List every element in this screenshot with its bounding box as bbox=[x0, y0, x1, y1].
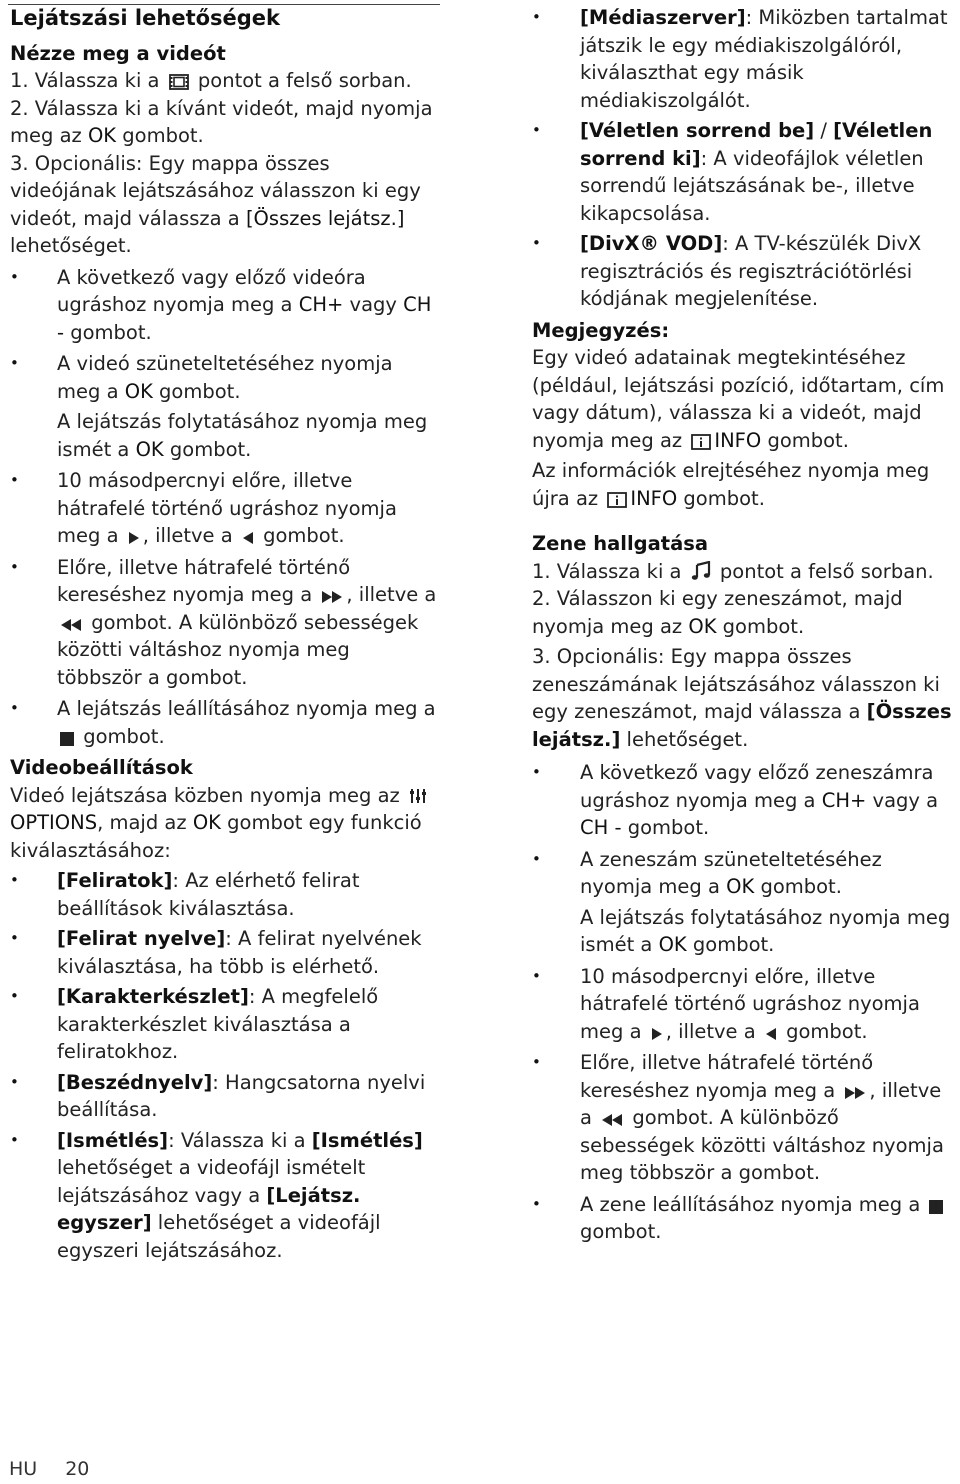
play-left-icon bbox=[242, 531, 254, 545]
list-item: • [Ismétlés]: Válassza ki a [Ismétlés] lehetőséget a videofájl ismételt lejátszásához vagy a [Lejátsz. egyszer] lehetőséget a videofájl egyszeri lejátszásához. bbox=[10, 1127, 440, 1265]
ch-plus-key: CH+ bbox=[821, 788, 867, 812]
music-controls-list bbox=[532, 759, 957, 1246]
all-play-option: [Összes lejátsz.] bbox=[532, 700, 952, 751]
video-settings-list bbox=[10, 867, 440, 1264]
list-item: • [Médiaszerver]: Miközben tartalmat játszik le egy médiakiszolgálóról, kiválaszthat egy másik médiakiszolgálót. bbox=[532, 4, 957, 114]
stop-icon bbox=[929, 1200, 943, 1214]
video-step-2: 2. Válassza ki a kívánt videót, majd nyomja meg az OK gombot. bbox=[10, 96, 433, 147]
rewind-icon bbox=[60, 618, 82, 632]
list-item: • A lejátszás leállításához nyomja meg a gombot. bbox=[10, 695, 440, 750]
list-item: • [Karakterkészlet]: A megfelelő karakterkészlet kiválasztása a feliratokhoz. bbox=[10, 983, 440, 1066]
list-item: • A zeneszám szüneteltetéséhez nyomja meg a OK gombot. bbox=[532, 846, 957, 901]
watch-video-heading: Nézze meg a videót bbox=[10, 41, 226, 65]
resume-text: A lejátszás folytatásához nyomja meg ismét a OK gombot. bbox=[580, 905, 951, 956]
video-controls-list bbox=[10, 264, 440, 751]
list-item: • [DivX® VOD]: A TV-készülék DivX regisztrációs és regisztrációtörlési kódjának megjelenítése. bbox=[532, 230, 957, 313]
play-right-icon bbox=[128, 531, 140, 545]
ok-key: OK bbox=[135, 437, 164, 461]
list-item: • Előre, illetve hátrafelé történő kereséshez nyomja meg a , illetve a gombot. A különböző sebességek közötti váltáshoz nyomja meg többször a gombot. bbox=[532, 1049, 957, 1187]
right-column bbox=[532, 0, 957, 1246]
play-right-icon bbox=[651, 1027, 663, 1041]
film-icon bbox=[169, 74, 189, 90]
options-icon bbox=[409, 787, 427, 805]
video-settings-intro: Videó lejátszása közben nyomja meg az OPTIONS, majd az OK gombot egy funkció kiválasztásához: bbox=[10, 782, 440, 865]
list-item: • [Véletlen sorrend be] / [Véletlen sorrend ki]: A videofájlok véletlen sorrendű lejátszásának be-, illetve kikapcsolása. bbox=[532, 117, 957, 227]
left-column bbox=[10, 0, 440, 1264]
note-heading: Megjegyzés: bbox=[532, 318, 670, 342]
list-item: • 10 másodpercnyi előre, illetve hátrafelé történő ugráshoz nyomja meg a , illetve a gombot. bbox=[532, 963, 957, 1046]
ok-key: OK bbox=[87, 124, 117, 147]
more-settings-list bbox=[532, 4, 957, 313]
list-item: • A következő vagy előző videóra ugráshoz nyomja meg a CH+ vagy CH - gombot. bbox=[10, 264, 440, 347]
resume-text: A lejátszás folytatásához nyomja meg ismét a OK gombot. bbox=[57, 410, 428, 461]
ok-key: OK bbox=[124, 379, 153, 403]
ok-key: OK bbox=[192, 811, 221, 834]
list-item: • [Felirat nyelve]: A felirat nyelvének kiválasztása, ha több is elérhető. bbox=[10, 925, 440, 980]
section-title: Lejátszási lehetőségek bbox=[10, 6, 281, 30]
list-item: • [Feliratok]: Az elérhető felirat beállítások kiválasztása. bbox=[10, 867, 440, 922]
ch-minus-key: CH - bbox=[57, 293, 432, 344]
info-icon bbox=[691, 434, 711, 450]
note-paragraph-2: Az információk elrejtéséhez nyomja meg újra az INFO gombot. bbox=[532, 459, 930, 510]
ch-minus-key: CH - bbox=[580, 816, 622, 839]
info-key: INFO bbox=[630, 486, 678, 510]
all-play-option: [Összes lejátsz.] bbox=[245, 206, 405, 230]
options-key: OPTIONS bbox=[10, 811, 98, 834]
page-footer bbox=[9, 1456, 89, 1484]
note-paragraph-1: Egy videó adatainak megtekintéséhez (például, lejátszási pozíció, időtartam, cím vagy dátum), válassza ki a videót, majd nyomja meg az INFO gombot. bbox=[532, 346, 945, 452]
music-heading: Zene hallgatása bbox=[532, 532, 709, 555]
music-note-icon bbox=[691, 561, 711, 581]
video-settings-heading: Videobeállítások bbox=[10, 756, 193, 779]
stop-icon bbox=[60, 732, 74, 746]
language-code: HU bbox=[9, 1458, 38, 1480]
info-key: INFO bbox=[714, 428, 762, 452]
list-item: • A videó szüneteltetéséhez nyomja meg a OK gombot. bbox=[10, 350, 440, 405]
list-item: • 10 másodpercnyi előre, illetve hátrafelé történő ugráshoz nyomja meg a , illetve a gombot. bbox=[10, 467, 440, 550]
music-step-2: 2. Válasszon ki egy zeneszámot, majd nyomja meg az OK gombot. bbox=[532, 587, 903, 638]
list-item: • A következő vagy előző zeneszámra ugráshoz nyomja meg a CH+ vagy a CH - gombot. bbox=[532, 759, 957, 842]
ok-key: OK bbox=[658, 933, 687, 956]
list-item: • [Beszédnyelv]: Hangcsatorna nyelvi beállítása. bbox=[10, 1069, 440, 1124]
video-step-3: 3. Opcionális: Egy mappa összes videójának lejátszásához válasszon ki egy videót, majd válassza a [Összes lejátsz.] lehetőséget. bbox=[10, 151, 421, 257]
video-step-1: 1. Válassza ki a pontot a felső sorban. bbox=[10, 69, 412, 92]
ch-plus-key: CH+ bbox=[298, 293, 344, 316]
ok-key: OK bbox=[688, 614, 717, 638]
music-step-3: 3. Opcionális: Egy mappa összes zeneszámának lejátszásához válasszon ki egy zeneszámot, majd válassza a [Összes lejátsz.] lehetőséget. bbox=[532, 645, 952, 751]
info-icon bbox=[607, 492, 627, 508]
list-item: • A zene leállításához nyomja meg a gombot. bbox=[532, 1191, 957, 1246]
rewind-icon bbox=[601, 1113, 623, 1127]
ok-key: OK bbox=[726, 875, 755, 898]
list-item: • Előre, illetve hátrafelé történő kereséshez nyomja meg a , illetve a gombot. A különböző sebességek közötti váltáshoz nyomja meg többször a gombot. bbox=[10, 554, 440, 692]
fast-forward-icon bbox=[844, 1086, 866, 1100]
music-step-1: 1. Válassza ki a pontot a felső sorban. bbox=[532, 559, 934, 583]
page-number: 20 bbox=[65, 1458, 90, 1480]
play-left-icon bbox=[765, 1027, 777, 1041]
fast-forward-icon bbox=[321, 590, 343, 604]
